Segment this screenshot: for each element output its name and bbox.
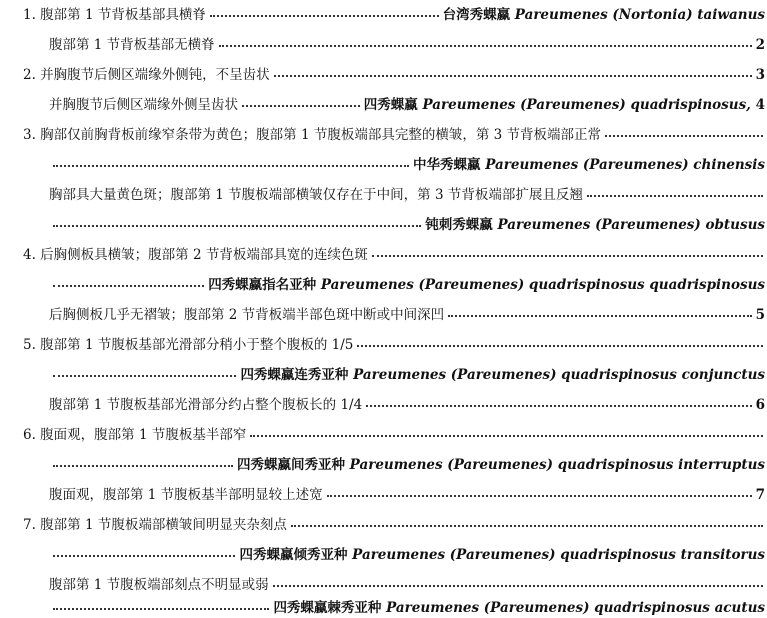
- key-line: [0, 363, 767, 385]
- taxon-cn: 四秀蜾蠃: [363, 97, 418, 113]
- key-lead-text: 并胸腹节后侧区端缘外侧呈齿状: [49, 97, 238, 113]
- key-line: [0, 303, 767, 325]
- taxon-result: [364, 93, 767, 113]
- key-line: [0, 243, 767, 265]
- taxon-cn: 钝刺秀蜾蠃: [425, 217, 493, 233]
- taxon-sci: Pareumenes (Pareumenes) chinensis: [485, 157, 765, 173]
- key-line: [0, 543, 767, 565]
- taxon-cn: 四秀蜾蠃棘秀亚种: [273, 600, 382, 616]
- leader-dots: [327, 495, 752, 497]
- key-line: [0, 183, 767, 205]
- key-lead-text: 后胸侧板几乎无褶皱；腹部第 2 节背板端半部色斑中断或中间深凹: [49, 307, 445, 323]
- key-line: [0, 63, 767, 85]
- leader-dots: [53, 225, 421, 227]
- taxon-result: [413, 153, 767, 173]
- leader-dots: [273, 585, 763, 587]
- key-line: [0, 153, 767, 175]
- leader-dots: [372, 255, 763, 257]
- taxon-cn: 四秀蜾蠃间秀亚种: [236, 457, 345, 473]
- leader-dots: [250, 435, 763, 437]
- key-line: [0, 513, 767, 535]
- couplet-ref: 3: [755, 67, 765, 83]
- taxon-result: [443, 3, 767, 23]
- key-line: [0, 93, 767, 115]
- leader-dots: [53, 165, 409, 167]
- leader-dots: [357, 345, 763, 347]
- key-lead-text: 7. 腹部第 1 节腹板端部横皱间明显夹杂刻点: [23, 517, 287, 533]
- key-line: [0, 273, 767, 295]
- taxon-result: [237, 453, 767, 473]
- taxon-result: [240, 363, 767, 383]
- taxon-sci: Pareumenes (Pareumenes) quadrispinosus quadrispinosus: [320, 277, 765, 293]
- taxon-result: [208, 273, 767, 293]
- leader-dots: [242, 105, 360, 107]
- leader-dots: [587, 195, 763, 197]
- key-lead-text: 2. 并胸腹节后侧区端缘外侧钝，不呈齿状: [23, 67, 270, 83]
- leader-dots: [53, 285, 204, 287]
- key-line: [0, 483, 767, 505]
- key-lead-text: 腹部第 1 节腹板基部光滑部分约占整个腹板长的 1/4: [49, 397, 363, 413]
- key-line: [0, 596, 767, 618]
- leader-dots: [53, 555, 235, 557]
- key-lead-text: 4. 后胸侧板具横皱；腹部第 2 节背板端部具宽的连续色斑: [23, 247, 368, 263]
- key-line: [0, 123, 767, 145]
- taxon-cn: 四秀蜾蠃指名亚种: [208, 277, 317, 293]
- taxon-sci: Pareumenes (Pareumenes) quadrispinosus conjunctus: [353, 367, 765, 383]
- leader-dots: [605, 135, 763, 137]
- leader-dots: [53, 375, 236, 377]
- leader-dots: [219, 45, 752, 47]
- taxon-sci: Pareumenes (Nortonia) taiwanus: [514, 7, 765, 23]
- key-lead-text: 5. 腹部第 1 节腹板基部光滑部分稍小于整个腹板的 1/5: [23, 337, 354, 353]
- key-line: [0, 423, 767, 445]
- couplet-ref: 6: [755, 397, 765, 413]
- taxon-sci: Pareumenes (Pareumenes) quadrispinosus interruptus: [349, 457, 765, 473]
- taxon-sci: Pareumenes (Pareumenes) quadrispinosus acutus: [386, 600, 765, 616]
- key-lead-text: 1. 腹部第 1 节背板基部具横脊: [23, 7, 206, 23]
- key-lead-text: 腹面观，腹部第 1 节腹板基半部明显较上述宽: [49, 487, 323, 503]
- taxon-cn: 台湾秀蜾蠃: [442, 7, 511, 23]
- key-lead-text: 胸部具大量黄色斑；腹部第 1 节腹板端部横皱仅存在于中间，第 3 节背板端部扩展且反翘: [49, 187, 583, 203]
- leader-dots: [210, 15, 439, 17]
- key-line: [0, 573, 767, 595]
- taxon-cn: 四秀蜾蠃倾秀亚种: [239, 547, 348, 563]
- taxon-result: [425, 213, 767, 233]
- leader-dots: [291, 525, 763, 527]
- key-line: [0, 3, 767, 25]
- key-line: [0, 453, 767, 475]
- taxon-sci: Pareumenes (Pareumenes) quadrispinosus,: [422, 97, 751, 113]
- key-line: [0, 333, 767, 355]
- leader-dots: [53, 608, 269, 610]
- taxon-sci: Pareumenes (Pareumenes) obtusus: [497, 217, 765, 233]
- couplet-ref: 5: [755, 307, 765, 323]
- taxon-result: [239, 543, 767, 563]
- key-line: [0, 213, 767, 235]
- key-lead-text: 6. 腹面观，腹部第 1 节腹板基半部窄: [23, 427, 247, 443]
- taxon-sci: Pareumenes (Pareumenes) quadrispinosus transitorus: [352, 547, 765, 563]
- leader-dots: [274, 75, 752, 77]
- key-lead-text: 腹部第 1 节背板基部无横脊: [49, 37, 215, 53]
- key-lead-text: 3. 胸部仅前胸背板前缘窄条带为黄色；腹部第 1 节腹板端部具完整的横皱，第 3 节背板端部正常: [23, 127, 602, 143]
- couplet-ref: 2: [755, 37, 765, 53]
- key-line: [0, 393, 767, 415]
- taxon-cn: 中华秀蜾蠃: [413, 157, 481, 173]
- leader-dots: [366, 405, 751, 407]
- leader-dots: [448, 315, 751, 317]
- key-lead-text: 腹部第 1 节腹板端部刻点不明显或弱: [49, 577, 269, 593]
- taxon-cn: 四秀蜾蠃连秀亚种: [240, 367, 349, 383]
- leader-dots: [53, 465, 233, 467]
- couplet-ref: 4: [755, 97, 765, 113]
- key-line: [0, 33, 767, 55]
- taxon-result: [273, 596, 767, 616]
- couplet-ref: 7: [755, 487, 765, 503]
